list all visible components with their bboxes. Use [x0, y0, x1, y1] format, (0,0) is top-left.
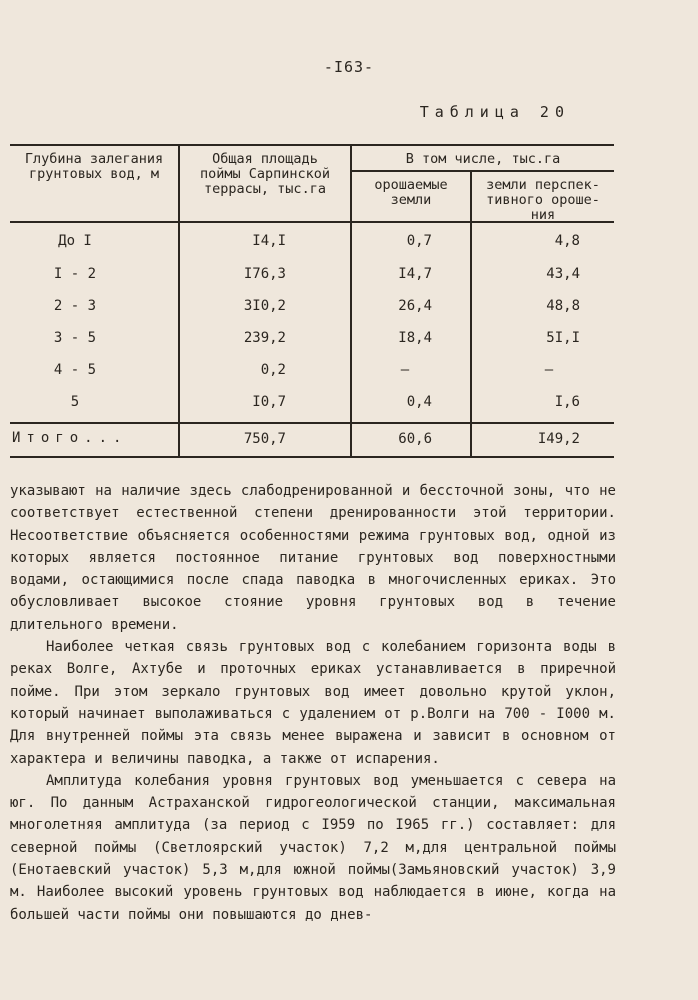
table-bottom-rule	[10, 456, 614, 458]
row-depth: До I	[58, 233, 92, 249]
total-irrigated: 60,6	[398, 431, 432, 447]
header-depth	[10, 152, 178, 182]
header-depth-line2: грунтовых вод, м	[28, 166, 160, 182]
table-caption: Таблица 20	[419, 103, 570, 121]
body-text	[10, 480, 616, 926]
row-prospective: 4,8	[554, 233, 580, 249]
header-prospective-line3: ния	[530, 207, 556, 223]
page-number: -I63-	[323, 58, 375, 76]
row-prospective: –	[544, 362, 554, 378]
table-total-rule	[10, 422, 614, 424]
row-depth: 5	[70, 394, 80, 410]
header-irrigated	[352, 178, 470, 208]
header-prospective-line1: земли перспек-	[486, 177, 600, 193]
row-prospective: I,6	[554, 394, 580, 410]
header-depth-line1: Глубина залегания	[24, 151, 164, 167]
paragraph: указывают на наличие здесь слабодренированной и бессточной зоны, что не соответствует естественной степени дренированности этой территории. Несоответствие объясняется особенностями режима грунтовых вод, одной из которых является постоянное питание грунтовых вод поверхностными водами, остающимися после спада паводка в многочисленных ериках. Это обусловливает высокое стояние уровня грунтовых вод в течение длительного времени.	[10, 483, 616, 633]
row-irrigated: I4,7	[398, 266, 432, 282]
row-total: 239,2	[243, 330, 286, 346]
total-prospective: I49,2	[537, 431, 580, 447]
header-irrigated-line2: земли	[390, 192, 432, 208]
row-irrigated: 26,4	[398, 298, 432, 314]
row-prospective: 5I,I	[546, 330, 580, 346]
table-top-rule	[10, 144, 614, 146]
row-total: I0,7	[252, 394, 286, 410]
row-total: I76,3	[243, 266, 286, 282]
row-irrigated: –	[400, 362, 410, 378]
paragraph: Амплитуда колебания уровня грунтовых вод уменьшается с севера на юг. По данным Астраханской гидрогеологической станции, максимальная многолетняя амплитуда (за период с I959 по I965 гг.) составляет: для северной поймы (Светлоярский участок) 7,2 м,для центральной поймы (Енотаевский участок) 5,3 м,для южной поймы(Замьяновский участок) 3,9 м. Наиболее высокий уровень грунтовых вод наблюдается в июне, когда на большей части поймы они повышаются до днев-	[10, 772, 616, 923]
row-irrigated: I8,4	[398, 330, 432, 346]
row-depth: 2 - 3	[53, 298, 97, 314]
header-total-area	[180, 152, 350, 197]
total-label: Итого...	[12, 430, 128, 446]
row-total: I4,I	[252, 233, 286, 249]
header-total-line3: террасы, тыс.га	[204, 181, 326, 197]
row-depth: I - 2	[53, 266, 97, 282]
row-prospective: 48,8	[546, 298, 580, 314]
header-total-line2: поймы Сарпинской	[199, 166, 331, 182]
row-total: 0,2	[260, 362, 286, 378]
header-prospective	[472, 178, 614, 223]
table-group-rule	[352, 170, 614, 172]
row-prospective: 43,4	[546, 266, 580, 282]
row-irrigated: 0,4	[406, 394, 432, 410]
row-depth: 4 - 5	[53, 362, 97, 378]
row-total: 3I0,2	[243, 298, 286, 314]
total-area: 750,7	[243, 431, 286, 447]
header-irrigated-line1: орошаемые	[374, 177, 448, 193]
header-group: В том числе, тыс.га	[405, 151, 561, 167]
header-prospective-line2: тивного ороше-	[486, 192, 600, 208]
header-total-line1: Общая площадь	[212, 151, 318, 167]
paragraph: Наиболее четкая связь грунтовых вод с колебанием горизонта воды в реках Волге, Ахтубе и проточных ериках устанавливается в приречной пойме. При этом зеркало грунтовых вод имеет довольно крутой уклон, который начинает выполаживаться с удалением от р.Волги на 700 - I000 м. Для внутренней поймы эта связь менее выражена и зависит в основном от характера и величины паводка, а также от испарения.	[10, 639, 616, 767]
row-irrigated: 0,7	[406, 233, 432, 249]
row-depth: 3 - 5	[53, 330, 97, 346]
